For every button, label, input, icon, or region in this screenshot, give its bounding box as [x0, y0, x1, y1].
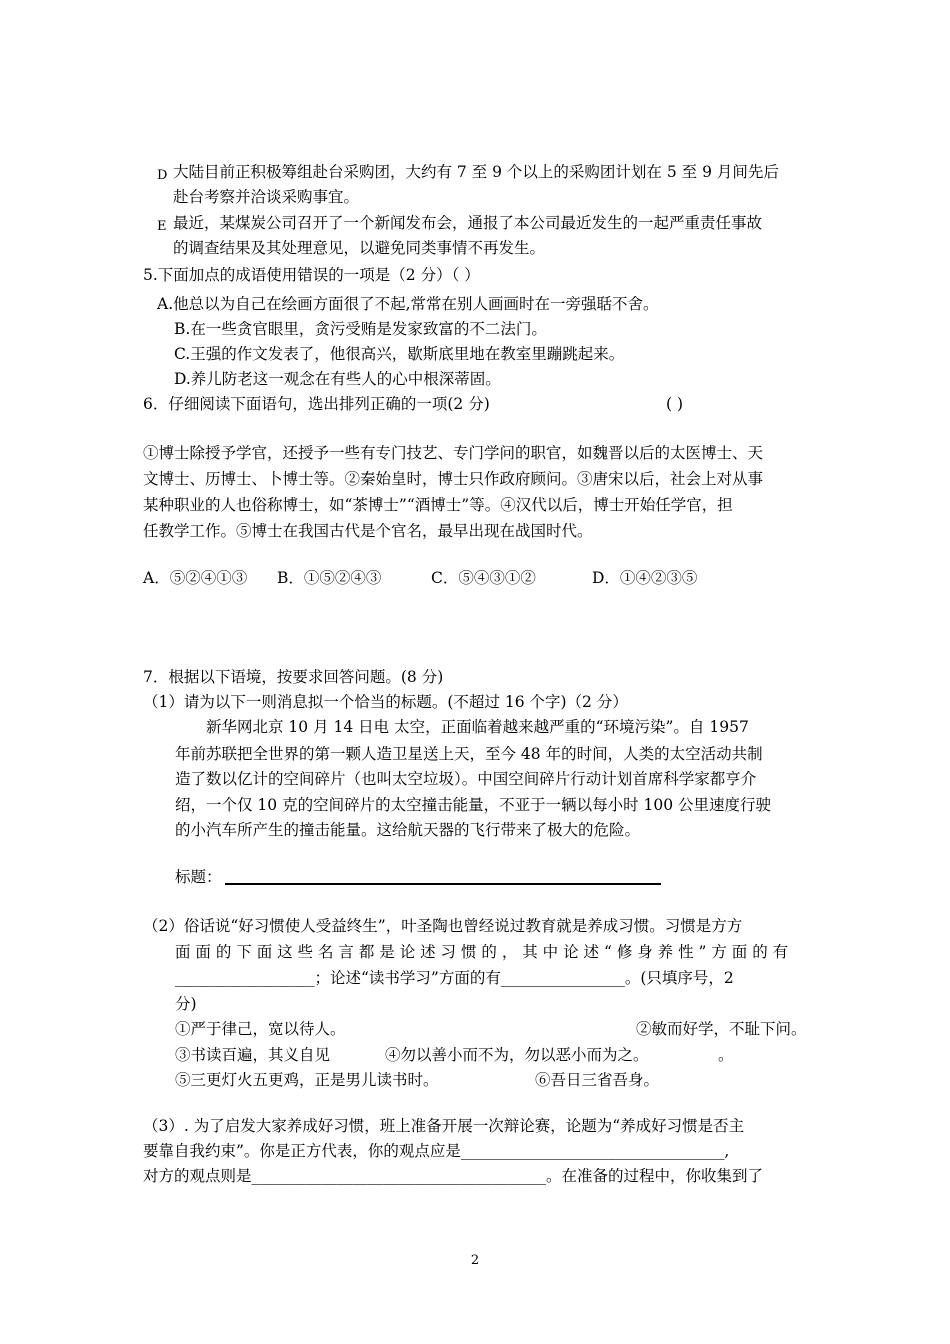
option-e-line1: 最近，某煤炭公司召开了一个新闻发布会，通报了本公司最近发生的一起严重责任事故: [173, 214, 763, 232]
q6-passage-line: ①博士除授予学官，还授予一些有专门技艺、专门学问的职官，如魏晋以后的太医博士、天: [143, 444, 764, 462]
q6-passage-line: 某种职业的人也俗称博士，如“茶博士”“酒博士”等。④汉代以后，博士开始任学官，担: [143, 496, 733, 514]
q5-option-d: D.养儿防老这一观念在有些人的心中根深蒂固。: [174, 370, 501, 388]
q6-stem: 6．仔细阅读下面语句，选出排列正确的一项(2 分): [143, 395, 490, 413]
q5-option-a: A.他总以为自己在绘画方面很了不起,常常在别人画画时在一旁强聒不舍。: [157, 295, 659, 313]
q5-option-c: C.王强的作文发表了，他很高兴，歇斯底里地在教室里蹦跳起来。: [174, 345, 625, 363]
option-d-letter: D: [157, 168, 168, 183]
quote-4: ④勿以善小而不为，勿以恶小而为之。: [385, 1046, 649, 1064]
q7-part2-line: 面 面 的 下 面 这 些 名 言 都 是 论 述 习 惯 的 ， 其 中 论 述 “ 修 身 养 性 ” 方 面 的 有: [175, 943, 789, 961]
q7-part3-line: 对方的观点则是______________________________________。在准备的过程中，你收集到了: [143, 1167, 764, 1185]
q7-part3-line: （3）. 为了启发大家养成好习惯，班上准备开展一次辩论赛，论题为“养成好习惯是否主: [143, 1117, 745, 1135]
page-number: 2: [470, 1253, 480, 1268]
quote-5: ⑤三更灯火五更鸡，正是男儿读书时。: [175, 1071, 439, 1089]
q7-stem: 7．根据以下语境，按要求回答问题。(8 分): [143, 668, 444, 686]
q6-choice-a: A．⑤②④①③: [143, 569, 248, 587]
q7-part1-stem: （1）请为以下一则消息拟一个恰当的标题。(不超过 16 个字)（2 分）: [143, 693, 628, 711]
q6-answer-bracket: ( ): [666, 395, 684, 413]
q7-title-label: 标题：: [175, 868, 222, 886]
quote-1: ①严于律己，宽以待人。: [175, 1020, 346, 1038]
q5-stem: 5.下面加点的成语使用错误的一项是（2 分）（ ）: [143, 266, 480, 284]
q6-passage-line: 任教学工作。⑤博士在我国古代是个官名，最早出现在战国时代。: [143, 522, 593, 540]
q6-passage-line: 文博士、历博士、卜博士等。②秦始皇时，博士只作政府顾问。③唐宋以后，社会上对从事: [143, 470, 764, 488]
q7-news-line: 年前苏联把全世界的第一颗人造卫星送上天，至今 48 年的时间，人类的太空活动共制: [175, 745, 763, 763]
quote-4-tail: 。: [718, 1046, 734, 1064]
quote-6: ⑥吾日三省吾身。: [535, 1071, 660, 1089]
option-e-line2: 的调查结果及其处理意见，以避免同类事情不再发生。: [173, 239, 546, 257]
quote-3: ③书读百遍，其义自见: [175, 1046, 331, 1064]
q7-part2-line: （2）俗话说“好习惯使人受益终生”，叶圣陶也曾经说过教育就是养成习惯。习惯是方方: [143, 917, 743, 935]
option-e-letter: E: [157, 219, 167, 234]
q7-news-line: 的小汽车所产生的撞击能量。这给航天器的飞行带来了极大的危险。: [175, 821, 641, 839]
q7-news-line: 新华网北京 10 月 14 日电 太空，正面临着越来越严重的“环境污染”。自 1957: [206, 718, 749, 736]
q7-news-line: 绍，一个仅 10 克的空间碎片的太空撞击能量，不亚于一辆以每小时 100 公里速度行驶: [175, 796, 772, 814]
q5-option-b: B.在一些贪官眼里，贪污受贿是发家致富的不二法门。: [174, 320, 547, 338]
option-d-line1: 大陆目前正积极筹组赴台采购团，大约有 7 至 9 个以上的采购团计划在 5 至 9 月间先后: [173, 163, 779, 181]
option-d-line2: 赴台考察并洽谈采购事宜。: [173, 188, 360, 206]
q7-news-line: 造了数以亿计的空间碎片（也叫太空垃圾）。中国空间碎片行动计划首席科学家都亨介: [175, 770, 757, 788]
q7-part2-line: __________________；论述“读书学习”方面的有________________。(只填序号，2: [175, 969, 734, 987]
title-answer-line[interactable]: [225, 883, 661, 885]
q7-part2-line: 分): [175, 995, 197, 1013]
q6-choice-d: D．①④②③⑤: [592, 569, 698, 587]
q6-choice-b: B．①⑤②④③: [277, 569, 382, 587]
q6-choice-c: C．⑤④③①②: [431, 569, 536, 587]
quote-2: ②敏而好学，不耻下问。: [636, 1020, 807, 1038]
q7-part3-line: 要靠自我约束”。你是正方代表，你的观点应是__________________________________,: [143, 1142, 730, 1160]
